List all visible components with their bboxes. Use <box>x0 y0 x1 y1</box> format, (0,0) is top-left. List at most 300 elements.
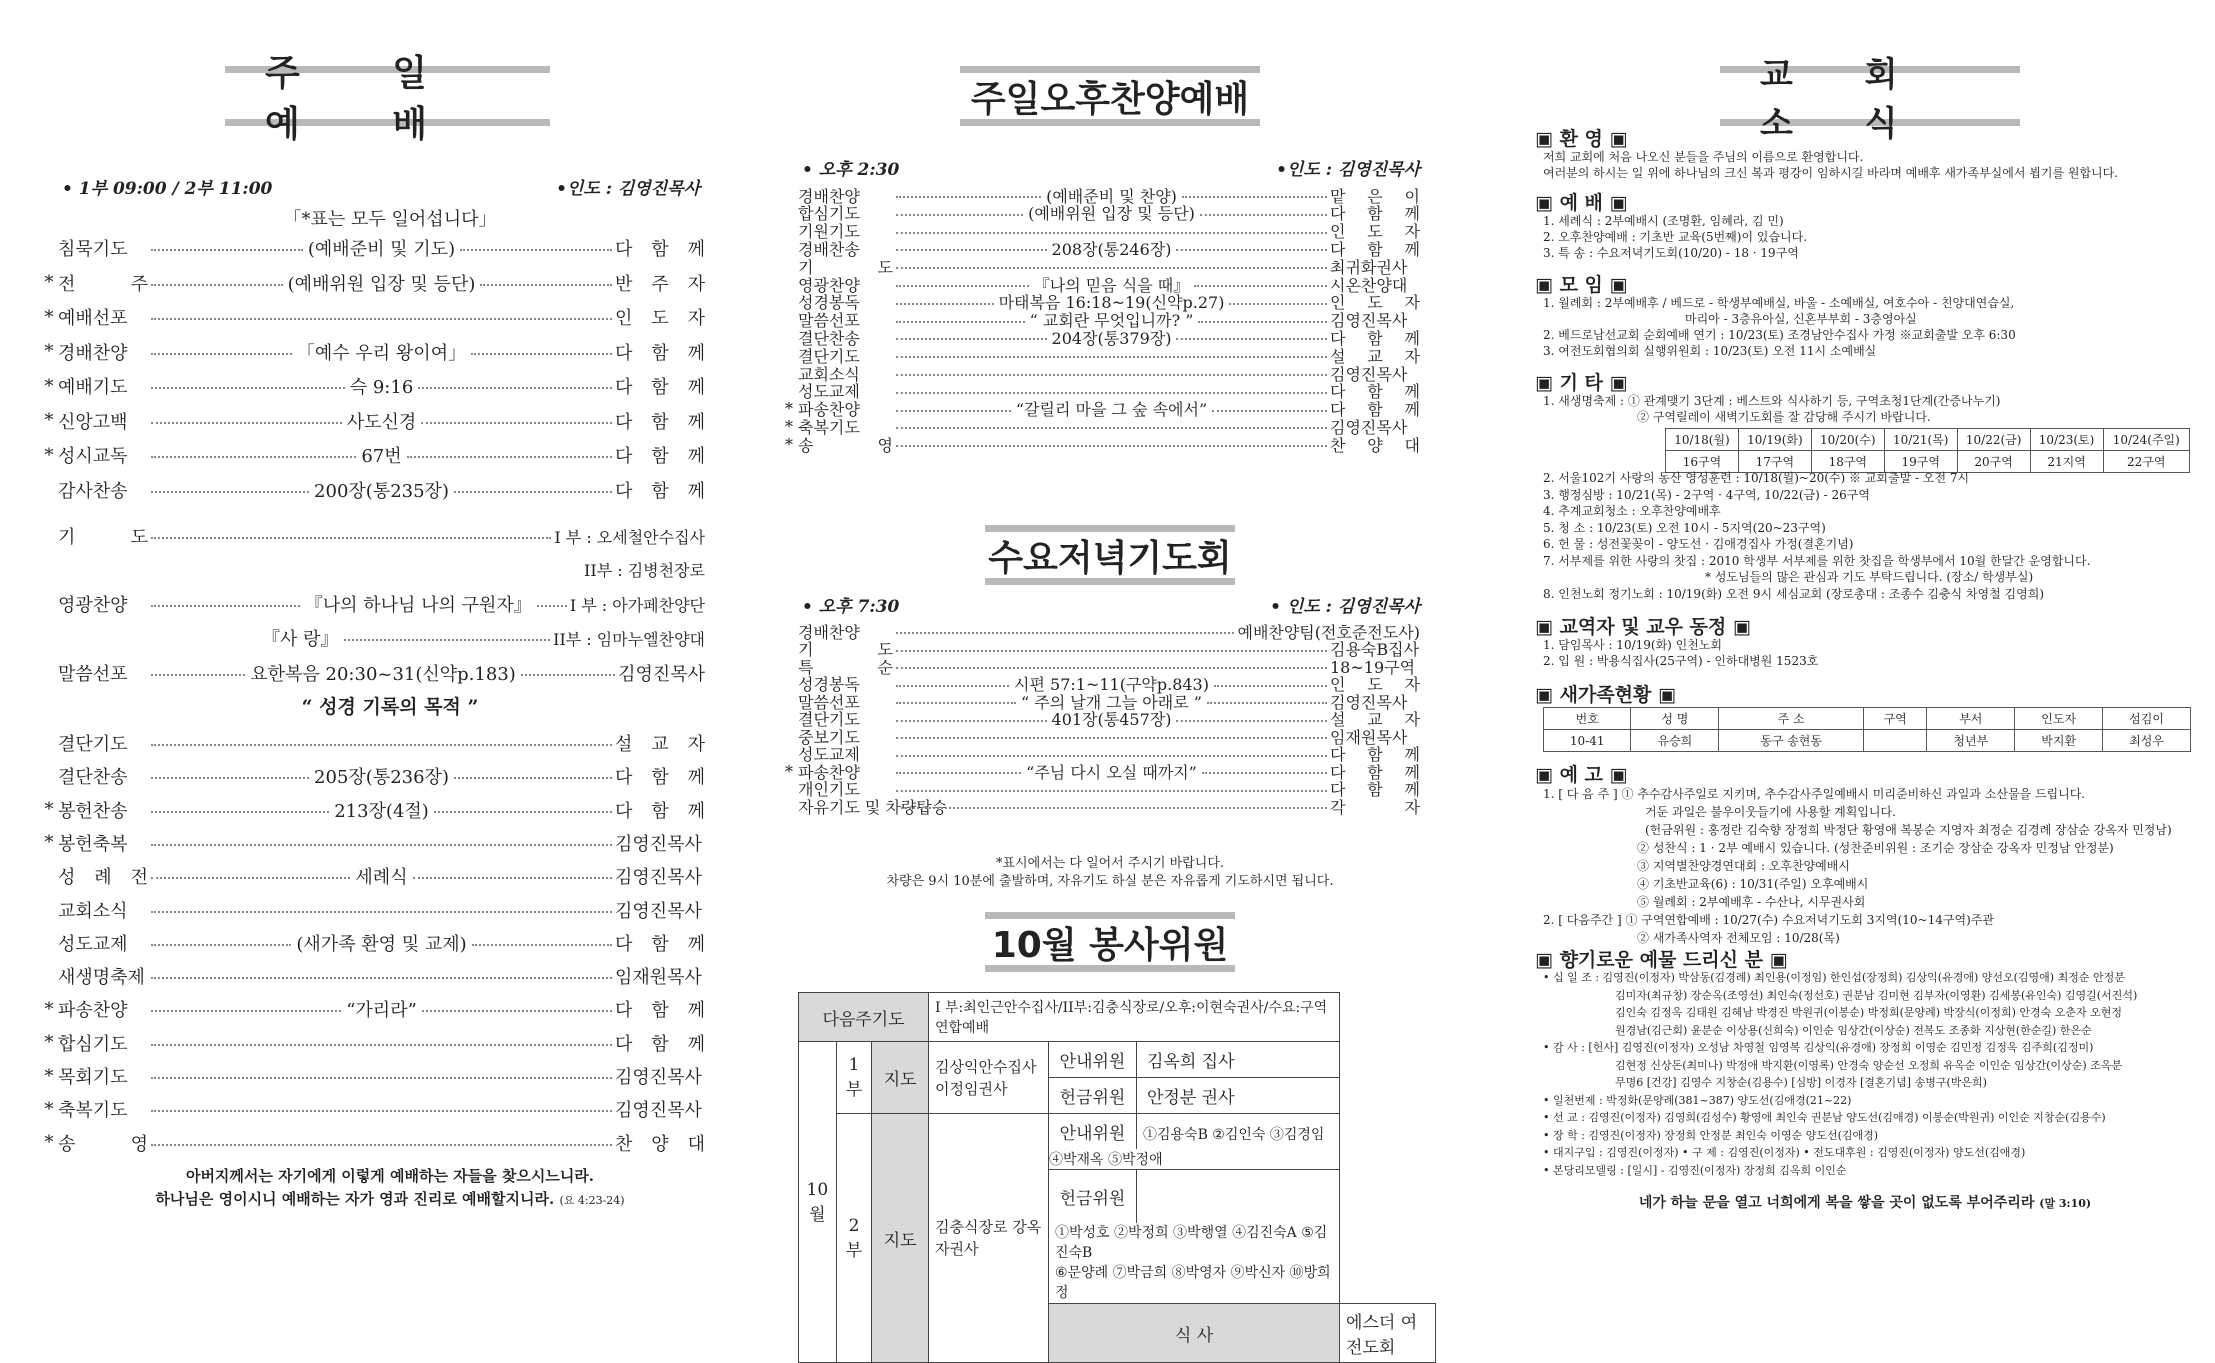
order-label: 교회소식 <box>58 900 128 922</box>
order-label: 경배찬양 <box>798 622 860 642</box>
part2-offer-value-1: ①박성호 ②박정희 ③박행열 ④김진숙A ⑤김진숙B <box>1055 1225 1328 1261</box>
table-cell: 최성우 <box>2103 730 2191 752</box>
order-label: 결단찬송 <box>58 767 128 789</box>
leader-dots <box>151 1144 612 1146</box>
order-detail: 사도신경 <box>346 411 417 433</box>
order-label: 예배선포 <box>58 308 128 329</box>
order-label: 결단기도 <box>798 346 860 366</box>
order-detail: (예배위원 입장 및 등단) <box>287 273 476 295</box>
sermon-preacher: 김영진목사 <box>618 664 706 685</box>
leader-dots <box>896 285 1029 287</box>
order-person: 다 함 께 <box>615 480 706 502</box>
order-person: 김영진목사 <box>615 867 702 889</box>
offering-heading: ▣ 향기로운 예물 드리신 분 ▣ <box>1535 949 1788 971</box>
relay-dates-row <box>1666 429 2190 451</box>
text-line: 김미자(최규창) 장순옥(조영선) 최인숙(정선호) 권분남 김미현 김부자(이영환) 김세봉(유인숙) 김영길(서진석) <box>1615 988 2138 1002</box>
meeting-line-2: 마리아 - 3층유아실, 신혼부부회 - 3층영아실 <box>1685 312 1917 326</box>
part2-lead-label: 지도 <box>872 1114 929 1363</box>
volunteers-table <box>798 992 1436 1363</box>
table-cell: 10/18(월) <box>1666 429 1739 451</box>
part2-leaders: 김충식장로 강옥자권사 <box>929 1114 1049 1363</box>
leader-dots <box>896 427 1327 429</box>
pastor-line-2: 2. 입 원 : 박용식집사(25구역) - 인하대병원 1523호 <box>1543 654 1819 668</box>
worship-line-2: 2. 오후찬양예배 : 기초반 교육(5번째)이 있습니다. <box>1543 230 1808 244</box>
table-cell: 22구역 <box>2103 451 2189 473</box>
order-row <box>40 927 705 959</box>
order-detail: 401장(통457장) <box>1051 710 1172 729</box>
table-cell: 16구역 <box>1666 451 1739 473</box>
afternoon-worship-leader: •인도 : 김영진목사 <box>1276 160 1420 180</box>
order-person: 김영진목사 <box>1330 311 1408 331</box>
order-detail: “주님 다시 오실 때까지” <box>1026 762 1197 782</box>
order-person: 시온찬양대 <box>1330 275 1408 295</box>
meeting-heading: ▣ 모 임 ▣ <box>1535 274 1628 296</box>
leader-dots <box>151 318 612 320</box>
order-label: 감사찬송 <box>58 480 128 502</box>
table-cell: 주 소 <box>1719 708 1864 730</box>
table-cell: 유승희 <box>1631 730 1719 752</box>
leader-dots <box>151 1010 341 1012</box>
leader-dots <box>407 456 612 458</box>
table-cell: 17구역 <box>1738 451 1811 473</box>
table-cell: 10/21(목) <box>1884 429 1957 451</box>
afternoon-worship-title: 주일오후찬양예배 <box>960 66 1260 126</box>
order-label: 특 순 <box>798 657 893 677</box>
text-line: 무명6 [건강] 김영수 지창순(김용수) [심방] 이경자 [결혼기념] 송병구(박은희) <box>1615 1076 1987 1089</box>
order-label: 파송찬양 <box>798 762 860 782</box>
leader-dots <box>454 777 612 779</box>
table-cell <box>1863 730 1926 752</box>
order-detail: 『나의 믿음 식을 때』 <box>1033 275 1190 295</box>
order-person: 찬 양 대 <box>615 1133 705 1155</box>
order-row <box>40 267 705 299</box>
text-line: 2. [ 다음주간 ] ① 구역연합예배 : 10/27(수) 수요저녁기도회 3지역(10~14구역)주관 <box>1543 913 1994 927</box>
verse-line-2 <box>40 1188 740 1209</box>
order-detail: 「예수 우리 왕이여」 <box>296 342 467 364</box>
leader-dots <box>151 811 329 813</box>
text-line: • 십 일 조 : 김영진(이정자) 박삼동(김경례) 최인용(이정임) 한인섭(장정희) 김상익(유경애) 양선오(김영애) 최정순 안정분 <box>1543 971 2125 984</box>
order-person: 각 자 <box>1330 797 1420 817</box>
church-news-title: 교 회 소 식 <box>1720 66 2020 126</box>
leader-dots <box>896 632 1234 634</box>
order-label: 송 영 <box>798 435 893 455</box>
standing-mark: * <box>44 444 54 466</box>
leader-dots <box>151 422 342 424</box>
order-detail: (예배준비 및 찬양) <box>1046 186 1177 206</box>
leader-dots <box>151 387 345 389</box>
table-cell: 성 명 <box>1631 708 1719 730</box>
part1-leaders: 김상익안수집사 이정임권사 <box>929 1042 1049 1114</box>
table-cell: 구역 <box>1863 708 1926 730</box>
leader-dots <box>421 422 612 424</box>
order-person: 다 함 께 <box>615 767 706 789</box>
leader-dots <box>896 356 1327 358</box>
part1-cell: 1부 <box>836 1042 872 1114</box>
leader-dots <box>151 353 292 355</box>
order-person: 다 함 께 <box>1330 780 1420 799</box>
order-person: 김영진목사 <box>1330 364 1408 384</box>
table-cell: 청년부 <box>1927 730 2015 752</box>
order-row <box>40 794 705 826</box>
order-person: 다 함 께 <box>615 239 705 260</box>
order-row <box>40 760 705 792</box>
order-person: 다 함 께 <box>1330 328 1420 348</box>
part1-usher-label: 안내위원 <box>1049 1042 1137 1077</box>
table-cell: 10/20(수) <box>1811 429 1884 451</box>
order-person: 다 함 께 <box>615 342 706 364</box>
text-line: • 본당리모델링 : [일시] - 김영진(이정자) 장정희 김옥희 이인순 <box>1543 1163 1847 1177</box>
leader-dots <box>151 911 612 913</box>
leader-dots <box>1176 720 1327 722</box>
leader-dots <box>896 232 1327 234</box>
order-label: 성 례 전 <box>58 867 148 889</box>
order-person: 인 도 자 <box>1330 675 1420 694</box>
order-label: 새생명축제 <box>58 967 145 989</box>
order-label: 성도교제 <box>798 382 860 402</box>
table-cell: 10/19(화) <box>1738 429 1811 451</box>
order-person: 반 주 자 <box>615 273 706 295</box>
order-person: 다 함 께 <box>1330 382 1420 402</box>
leader-dots <box>151 1044 612 1046</box>
sermon-title: “ 성경 기록의 목적 ” <box>301 696 479 718</box>
order-person: 김영진목사 <box>615 900 702 922</box>
leader-dots <box>1176 338 1327 340</box>
order-person: 김영진목사 <box>615 1067 702 1088</box>
order-person: 다 함 께 <box>615 933 706 955</box>
text-line: • 일천번제 : 박정화(문양례(381~387) 양도선(김애경(21~22) <box>1543 1093 1852 1107</box>
table-cell: 10/22(금) <box>1957 429 2030 451</box>
text-line: • 대지구입 : 김영진(이정자) • 구 제 : 김영진(이정자) • 전도대후원 : 김영진(이정자) 양도선(김애경) <box>1543 1146 2026 1159</box>
order-label: 봉헌찬송 <box>58 800 128 822</box>
order-label: 파송찬양 <box>798 400 860 420</box>
leader-dots <box>151 284 283 286</box>
order-label: 축복기도 <box>58 1100 128 1122</box>
order-label: 합심기도 <box>798 204 860 224</box>
table-cell: 21지역 <box>2030 451 2103 473</box>
order-person: 임재원목사 <box>1330 727 1408 747</box>
text-line: 거둔 과일은 불우이웃들기에 사용할 계획입니다. <box>1645 805 1896 819</box>
text-line: 4. 추계교회청소 : 오후찬양예배후 <box>1543 504 1721 518</box>
order-row <box>40 336 705 368</box>
meeting-line-1: 1. 월례회 : 2부예배후 / 베드로 - 학생부예배실, 바울 - 소예배실, 여호수아 - 친양대연습실, <box>1543 296 2015 310</box>
part1-lead-label: 지도 <box>872 1042 929 1114</box>
part2-offer-label: 헌금위원 <box>1049 1170 1137 1223</box>
sermon-row <box>40 657 705 689</box>
order-detail: 슥 9:16 <box>349 377 414 398</box>
order-person: 다 함 께 <box>615 1033 705 1055</box>
order-person: 김용숙B집사 <box>1330 640 1420 659</box>
order-row <box>40 439 705 471</box>
part1-usher-cell <box>1049 1042 1340 1078</box>
order-row <box>780 797 1420 815</box>
leader-dots <box>1229 303 1327 305</box>
wednesday-note-2: 차량은 9시 10분에 출발하며, 자유기도 하실 분은 자유롭게 기도하시면 됩니다. <box>886 874 1334 889</box>
text-line: 8. 인천노회 정기노회 : 10/19(화) 오전 9시 세심교회 (장로총대 : 조종수 김충식 차영철 김영희) <box>1543 586 2045 601</box>
notice-heading: ▣ 예 고 ▣ <box>1535 764 1628 786</box>
text-line: ② 성찬식 : 1 · 2부 예배시 있습니다. (성찬준비위원 : 조기순 장삼순 강옥자 민정남 안정분) <box>1637 841 2114 855</box>
order-detail: 시편 57:1~11(구약p.843) <box>1014 675 1209 694</box>
praise-label: 영광찬양 <box>58 595 128 616</box>
part2-usher-value: ①김용숙B ②김인숙 ③김경임 ④박재옥 ⑤박정애 <box>1049 1127 1325 1168</box>
leader-dots <box>896 772 1021 774</box>
verse-text-2: 하나님은 영이시니 예배하는 자가 영과 진리로 예배할지니라. <box>155 1190 555 1208</box>
order-detail: 204장(통379장) <box>1051 328 1172 348</box>
leader-dots <box>896 720 1047 722</box>
order-label: 자유기도 및 차량탑승 <box>798 797 948 817</box>
table-cell: 번호 <box>1544 708 1631 730</box>
order-label: 합심기도 <box>58 1033 128 1055</box>
order-row <box>40 405 705 437</box>
standing-mark: * <box>44 1098 54 1120</box>
text-line: ③ 지역별찬양경연대회 : 오후찬양예배시 <box>1637 859 1850 873</box>
order-row <box>40 894 705 926</box>
standing-mark: * <box>44 832 54 854</box>
order-label: 축복기도 <box>798 417 860 437</box>
text-line: • 선 교 : 김영진(이정자) 김영희(김성수) 황영애 최인숙 권분남 양도선(김애경) 이봉순(박원귀) 이인순 지창순(김용수) <box>1543 1111 2106 1124</box>
order-row <box>40 474 705 506</box>
order-label: 성도교제 <box>798 745 860 764</box>
text-line: * 성도님들의 많은 관심과 기도 부탁드립니다. (장소/ 학생부실) <box>1705 570 2034 584</box>
order-person: 김영진목사 <box>615 833 702 855</box>
order-detail: (예배준비 및 기도) <box>307 239 456 260</box>
standing-mark: * <box>44 375 54 397</box>
order-person: 찬 양 대 <box>1330 435 1420 455</box>
praise-2-choir: II부 : 임마누엘찬양대 <box>553 629 705 649</box>
leader-dots <box>896 685 1009 687</box>
order-detail: 67번 <box>361 446 402 467</box>
table-cell: 박지환 <box>2015 730 2103 752</box>
order-row <box>40 232 705 264</box>
standing-notice: 「*표는 모두 일어섭니다」 <box>283 209 497 230</box>
order-person: 다 함 께 <box>615 446 706 467</box>
wednesday-time: • 오후 7:30 <box>802 597 900 617</box>
worship-line-1: 1. 세례식 : 2부예배시 (조명환, 임혜라, 김 민) <box>1543 214 1784 228</box>
leader-dots <box>896 790 1327 792</box>
order-label: 성도교제 <box>58 933 128 955</box>
part1-usher-value: 김옥희 집사 <box>1147 1052 1235 1072</box>
praise-row <box>40 588 705 620</box>
table-cell: 인도자 <box>2015 708 2103 730</box>
leader-dots <box>896 807 1327 809</box>
order-detail: “ 주의 날개 그늘 아래로 ” <box>1021 692 1202 712</box>
order-label: 신앙고백 <box>58 411 128 433</box>
order-label: 성경봉독 <box>798 293 860 313</box>
order-person: 김영진목사 <box>1330 692 1408 712</box>
order-label: 결단찬송 <box>798 328 860 348</box>
afternoon-worship-time: • 오후 2:30 <box>802 160 900 180</box>
praise-row-2 <box>260 622 705 654</box>
month-cell: 10월 <box>799 1042 837 1363</box>
worship-heading: ▣ 예 배 ▣ <box>1535 192 1628 214</box>
order-person: 김영진목사 <box>1330 417 1408 437</box>
order-person: 임재원목사 <box>615 967 702 989</box>
order-row <box>40 827 705 859</box>
part2-offer-value-2: ⑥문양례 ⑦박금희 ⑧박영자 ⑨박신자 ⑩방희정 <box>1055 1265 1331 1301</box>
order-label: 기원기도 <box>798 222 860 242</box>
table-cell: 동구 송현동 <box>1719 730 1864 752</box>
text-line: ④ 기초반교육(6) : 10/31(주일) 오후예배시 <box>1637 877 1869 891</box>
order-person: 다 함 께 <box>615 411 705 433</box>
order-label: 결단기도 <box>798 710 860 729</box>
part2-offer-cell <box>1049 1170 1340 1304</box>
order-detail: 205장(통236장) <box>314 767 449 789</box>
text-line: ⑤ 월례회 : 2부예배후 - 수산나, 시무권사회 <box>1637 895 1866 909</box>
order-detail: “가리라” <box>346 1000 417 1022</box>
welcome-line-1: 저희 교회에 처음 나오신 분들을 주님의 이름으로 환영합니다. <box>1543 150 1864 164</box>
welcome-heading: ▣ 환 영 ▣ <box>1535 128 1628 150</box>
order-person: 다 함 께 <box>1330 400 1421 420</box>
leader-dots <box>896 667 1327 669</box>
leader-dots <box>418 387 612 389</box>
meeting-line-3: 2. 베드로남선교회 순회예배 연기 : 10/23(토) 조경남안수집사 가정 ※교회출발 오후 6:30 <box>1543 328 2016 342</box>
order-person: 최귀화권사 <box>1330 257 1408 277</box>
order-detail: “ 교회란 무엇입니까? ” <box>1029 311 1194 331</box>
standing-mark: * <box>785 761 793 781</box>
order-label: 파송찬양 <box>58 1000 128 1022</box>
order-label: 교회소식 <box>798 364 860 384</box>
order-row <box>40 1060 705 1092</box>
sermon-passage: 요한복음 20:30~31(신약p.183) <box>250 664 516 685</box>
leader-dots <box>896 737 1327 739</box>
text-line: • 장 학 : 김영진(이정자) 장정희 안정분 최인숙 이영순 양도선(김애경) <box>1543 1128 1879 1142</box>
order-person: 인 도 자 <box>1330 293 1420 313</box>
leader-dots <box>896 214 1023 216</box>
standing-mark: * <box>785 399 793 419</box>
leader-dots <box>472 944 612 946</box>
order-person: 예배찬양팀(전호준전도사) <box>1237 622 1420 642</box>
text-line: 원경남(김근회) 윤분순 이상용(신희숙) 이인순 임상간(이상순) 전복도 조종화 지상현(한순길) 한은순 <box>1615 1023 2092 1037</box>
leader-dots <box>896 410 1011 412</box>
order-person: 설 교 자 <box>615 734 705 755</box>
order-row <box>780 435 1420 453</box>
standing-mark: * <box>785 416 793 436</box>
praise-2-song: 『사 랑』 <box>262 629 339 650</box>
order-person: 다 함 께 <box>615 1000 706 1022</box>
text-line: • 감 사 : [헌사] 김영진(이정자) 오성남 차영철 임영복 김상익(유경애) 장정희 이영순 김민정 김정옥 김주희(김정미) <box>1543 1041 2094 1054</box>
order-person: 인 도 자 <box>1330 222 1420 242</box>
order-label: 영광찬양 <box>798 275 860 295</box>
order-detail: 200장(통235장) <box>314 480 449 502</box>
table-cell: 19구역 <box>1884 451 1957 473</box>
leader-dots <box>1202 772 1327 774</box>
leader-dots <box>896 338 1047 340</box>
text-line: 김현정 신상돈(최미나) 박정애 박지환(이영록) 안경숙 양순선 오정희 유옥순 이인순 임상간(이상순) 조옥분 <box>1615 1058 2123 1072</box>
order-label: 침묵기도 <box>58 239 128 260</box>
table-cell: 10-41 <box>1544 730 1631 752</box>
praise-1-choir: I 부 : 아가페찬양단 <box>569 595 705 615</box>
new-family-data-row <box>1544 730 2191 752</box>
leader-dots <box>151 877 350 879</box>
order-person: 인 도 자 <box>615 308 705 329</box>
pastor-line-1: 1. 담임목사 : 10/19(화) 인천노회 <box>1543 638 1723 652</box>
sunday-worship-column <box>40 0 740 1240</box>
church-news-column <box>1535 0 2195 1240</box>
order-label: 송 영 <box>58 1133 148 1155</box>
wednesday-prayer-title: 수요저녁기도회 <box>985 525 1235 585</box>
relay-prayer-table <box>1665 428 2190 473</box>
prayer-row-2 <box>584 553 705 585</box>
pastor-news-heading: ▣ 교역자 및 교우 동정 ▣ <box>1535 616 1751 638</box>
order-label: 기 도 <box>798 257 893 277</box>
leader-dots <box>896 392 1327 394</box>
prayer-row <box>40 520 705 552</box>
order-row <box>40 301 705 333</box>
leader-dots <box>422 1010 612 1012</box>
leader-dots <box>151 1110 612 1112</box>
leader-dots <box>896 267 1327 269</box>
order-row <box>40 1027 705 1059</box>
order-label: 중보기도 <box>798 727 860 747</box>
order-label: 경배찬양 <box>798 186 860 206</box>
leader-dots <box>434 811 612 813</box>
next-week-prayer-value: I 부:최인근안수집사/II부:김충식장로/오후:이현숙권사/수요:구역연합예배 <box>929 993 1340 1042</box>
leader-dots <box>151 491 309 493</box>
leader-dots <box>151 456 356 458</box>
order-person: 다 함 께 <box>1330 239 1420 259</box>
text-line: 3. 행정심방 : 10/21(목) - 2구역 · 4구역, 10/22(금) - 26구역 <box>1543 487 1870 502</box>
leader-dots <box>471 353 612 355</box>
order-label: 개인기도 <box>798 780 860 799</box>
order-detail: 213장(4절) <box>334 800 429 822</box>
order-person: 18~19구역 <box>1330 657 1416 677</box>
order-label: 결단기도 <box>58 734 128 755</box>
prayer-1: I 부 : 오세철안수집사 <box>554 527 705 547</box>
text-line: 5. 청 소 : 10/23(토) 오전 10시 - 5지역(20~23구역) <box>1543 520 1826 535</box>
closing-verse <box>1535 1192 2195 1212</box>
standing-mark: * <box>44 1032 54 1054</box>
order-label: 전 주 <box>58 273 148 295</box>
prayer-2: II부 : 김병천장로 <box>584 560 705 580</box>
leader-dots <box>896 249 1047 251</box>
order-label: 봉헌축복 <box>58 833 128 855</box>
leader-dots <box>896 702 1016 704</box>
verse-line-1: 아버지께서는 자기에게 이렇게 예배하는 자들을 찾으시느니라. <box>185 1167 595 1185</box>
order-detail: (새가족 환영 및 교제) <box>296 933 467 955</box>
leader-dots <box>454 491 612 493</box>
leader-dots <box>896 445 1327 447</box>
part2-usher-label: 안내위원 <box>1049 1114 1137 1149</box>
volunteers-title: 10월 봉사위원 <box>985 912 1235 972</box>
text-line: 7. 서부제를 위한 사랑의 찻집 : 2010 학생부 서부제를 위한 찻집을 학생부에서 10월 한달간 운영합니다. <box>1543 553 2091 568</box>
welcome-line-2: 여러분의 하시는 일 위에 하나님의 크신 복과 평강이 임하시길 바라며 예배후 새가족부실에서 뵙기를 원합니다. <box>1543 166 2119 180</box>
order-label: 경배찬송 <box>798 239 860 259</box>
text-line: (헌금위원 : 홍정란 김숙향 장정희 박정단 황영애 복봉순 지영자 최정순 김경례 장삼순 강옥자 민정남) <box>1645 823 2172 837</box>
leader-dots <box>480 284 612 286</box>
sunday-worship-time: • 1부 09:00 / 2부 11:00 <box>62 179 273 199</box>
leader-dots <box>151 744 612 746</box>
closing-verse-text: 네가 하늘 문을 열고 너희에게 복을 쌓을 곳이 없도록 부어주리라 <box>1638 1195 2035 1211</box>
leader-dots <box>1182 196 1327 198</box>
order-detail: 208장(통246장) <box>1051 239 1172 259</box>
standing-mark: * <box>44 1132 54 1154</box>
order-label: 성경봉독 <box>798 675 860 694</box>
worship-line-3: 3. 특 송 : 수요저녁기도회(10/20) - 18 · 19구역 <box>1543 246 1799 260</box>
leader-dots <box>151 777 309 779</box>
part1-offer-value: 안정분 권사 <box>1147 1088 1235 1108</box>
standing-mark: * <box>44 306 54 328</box>
order-person: 다 함 께 <box>615 800 706 822</box>
part1-offer-label: 헌금위원 <box>1049 1078 1137 1113</box>
order-detail: 마태복음 16:18~19(신약p.27) <box>998 293 1225 313</box>
order-detail: “갈릴리 마을 그 숲 속에서” <box>1015 400 1208 420</box>
order-label: 말씀선포 <box>798 311 860 331</box>
table-cell: 섬김이 <box>2103 708 2191 730</box>
order-label: 기 도 <box>798 640 893 659</box>
leader-dots <box>896 755 1327 757</box>
leader-dots <box>413 877 612 879</box>
afternoon-worship-column <box>780 0 1440 1358</box>
text-line: 1. [ 다 음 주 ] ① 추수감사주일로 지키며, 추수감사주일예배시 미리준비하신 과일과 소산물을 드립니다. <box>1543 787 2086 801</box>
